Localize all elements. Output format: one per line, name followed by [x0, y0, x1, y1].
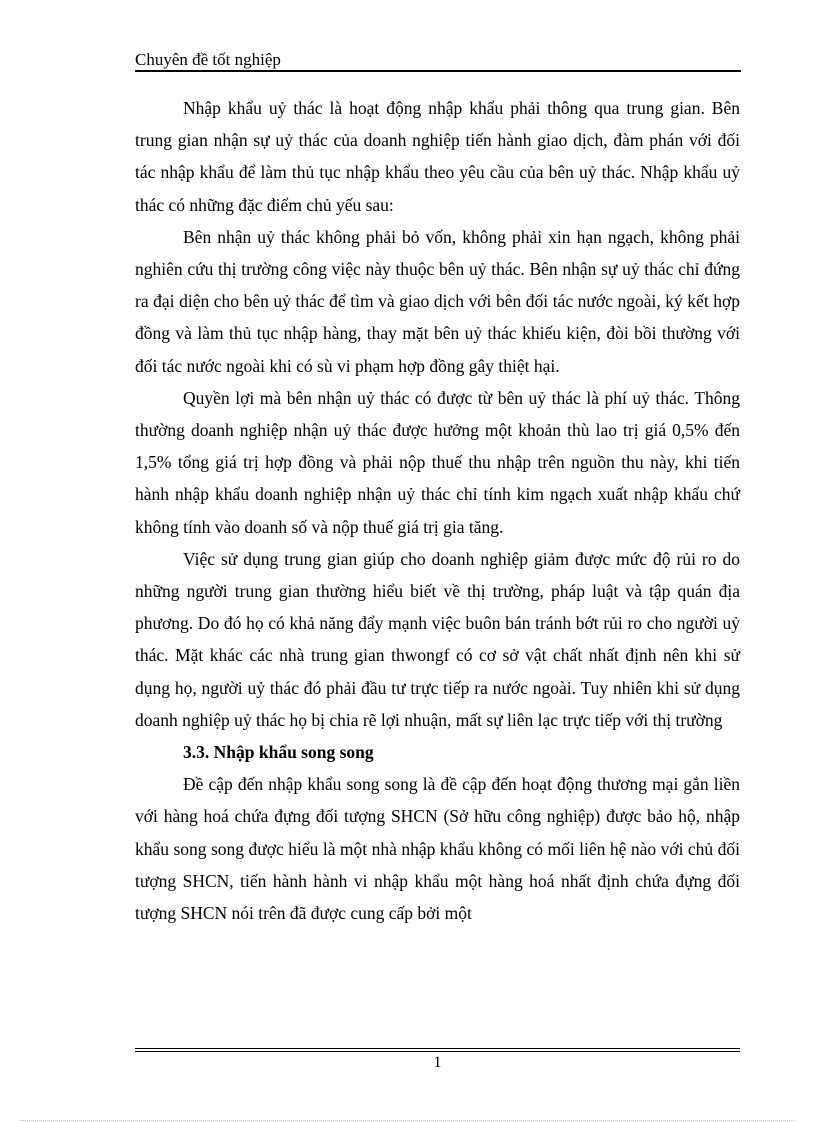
header-title: Chuyên đề tốt nghiệp — [135, 50, 281, 69]
section-heading: 3.3. Nhập khẩu song song — [183, 742, 374, 763]
paragraph-intermediary-benefits: Việc sử dụng trung gian giúp cho doanh nghiệp giảm được mức độ rủi ro do những người trung gian thường hiểu biết về thị trường, pháp luật và tập quán địa phương. Do đó họ có khả năng đẩy mạnh việc buôn bán tránh bớt rủi ro cho người uỷ thác. Mặt khác các nhà trung gian thwongf có cơ sở vật chất nhất định nên khi sử dụng họ, người uỷ thác đó phải đầu tư trực tiếp ra nước ngoài. Tuy nhiên khi sử dụng doanh nghiệp uỷ thác họ bị chia rẽ lợi nhuận, mất sự liên lạc trực tiếp với thị trường — [135, 548, 740, 730]
document-body — [135, 92, 740, 929]
page-edge-divider — [20, 1120, 796, 1121]
page-header — [135, 48, 741, 72]
paragraph-entrusted-fee: Quyền lợi mà bên nhận uỷ thác có được từ bên uỷ thác là phí uỷ thác. Thông thường doanh nghiệp nhận uỷ thác được hưởng một khoản thù lao trị giá 0,5% đến 1,5% tổng giá trị hợp đồng và phải nộp thuế thu nhập trên nguồn thu này, khi tiến hành nhập khẩu doanh nghiệp nhận uỷ thác chỉ tính kim ngạch xuất nhập khẩu chứ không tính vào doanh số và nộp thuế giá trị gia tăng. — [135, 387, 740, 537]
footer-rule-bottom — [135, 1051, 740, 1052]
header-rule — [135, 70, 741, 72]
paragraph-parallel-import: Đề cập đến nhập khẩu song song là đề cập đến hoạt động thương mại gắn liền với hàng hoá chứa đựng đối tượng SHCN (Sở hữu công nghiệp) được bảo hộ, nhập khẩu song song được hiểu là một nhà nhập khẩu không có mối liên hệ nào với chủ đối tượng SHCN, tiến hành hành vi nhập khẩu một hàng hoá nhất định chứa đựng đối tượng SHCN nói trên đã được cung cấp bởi một — [135, 774, 740, 924]
paragraph-entrusted-import-intro: Nhập khẩu uỷ thác là hoạt động nhập khẩu phải thông qua trung gian. Bên trung gian nhận sự uỷ thác của doanh nghiệp tiến hành giao dịch, đàm phán với đối tác nhập khẩu để làm thủ tục nhập khẩu theo yêu cầu của bên uỷ thác. Nhập khẩu uỷ thác có những đặc điểm chủ yếu sau: — [135, 98, 740, 215]
page-number: 1 — [433, 1054, 442, 1071]
paragraph-entrusted-party-role: Bên nhận uỷ thác không phải bỏ vốn, không phải xin hạn ngạch, không phải nghiên cứu thị trường công việc này thuộc bên uỷ thác. Bên nhận sự uỷ thác chỉ đứng ra đại diện cho bên uỷ thác để tìm và giao dịch với bên đối tác nước ngoài, ký kết hợp đồng và làm thủ tục nhập hàng, thay mặt bên uỷ thác khiếu kiện, đòi bồi thường với đối tác nước ngoài khi có sù vi phạm hợp đồng gây thiệt hại. — [135, 226, 740, 376]
footer-rule-top — [135, 1048, 740, 1049]
